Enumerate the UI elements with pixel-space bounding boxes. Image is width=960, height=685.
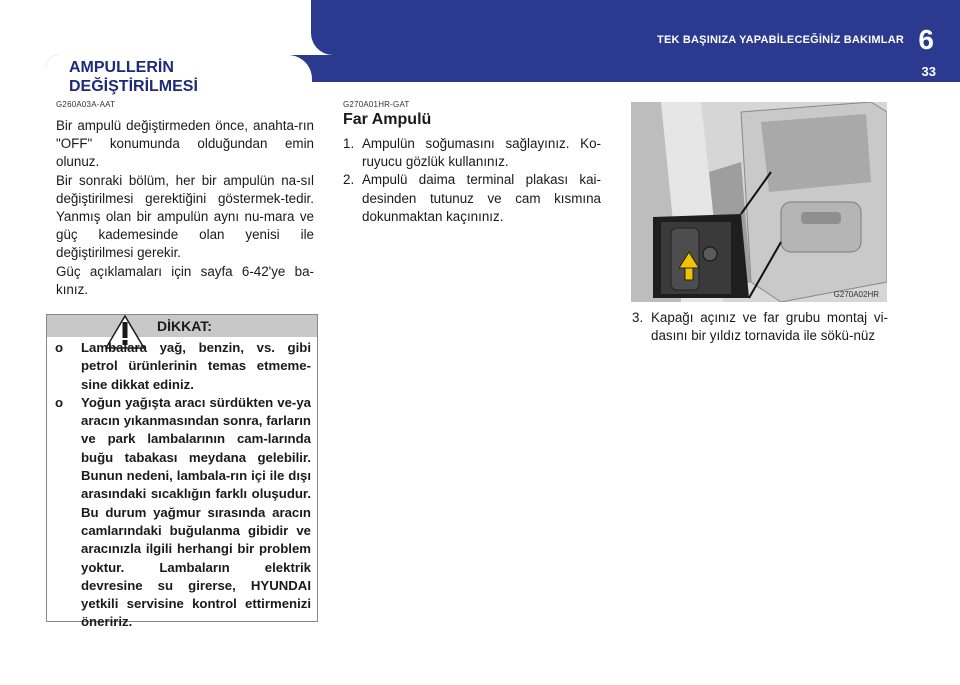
step-number: 3. bbox=[632, 310, 644, 325]
section-title-line1: AMPULLERİN bbox=[69, 59, 174, 76]
warning-item bbox=[55, 394, 311, 632]
warning-title: DİKKAT: bbox=[157, 318, 212, 334]
door-photo bbox=[631, 102, 887, 302]
headlamp-code: G270A01HR-GAT bbox=[343, 100, 410, 109]
photo-steps bbox=[632, 309, 888, 345]
warning-item bbox=[55, 339, 311, 394]
intro-paragraph: Bir sonraki bölüm, her bir ampulün na-sıl değiştirilmesi gerektiğini göstermek-tedir. Yanmış olan bir ampulün aynı nu-mara ve güç kademesinde olan yenisi ile değiştirilmesi gerekir. bbox=[56, 172, 314, 261]
headlamp-heading: Far Ampulü bbox=[343, 111, 432, 128]
car-door-illustration bbox=[631, 102, 887, 302]
chapter-number: 6 bbox=[918, 24, 934, 55]
step-item bbox=[343, 171, 601, 226]
warning-list bbox=[55, 339, 311, 632]
intro-paragraph: Güç açıklamaları için sayfa 6-42'ye ba-kınız. bbox=[56, 263, 314, 297]
warning-box bbox=[46, 314, 318, 630]
step-3 bbox=[632, 309, 888, 345]
step-text: Ampulün soğumasını sağlayınız. Ko-ruyucu gözlük kullanınız. bbox=[362, 136, 601, 170]
warning-item-text: Lambalara yağ, benzin, vs. gibi petrol ürünlerinin temas etmeme-sine dikkat ediniz. bbox=[81, 340, 311, 392]
step-item bbox=[343, 135, 601, 171]
page-number: 33 bbox=[921, 64, 936, 79]
warning-item-text: Yoğun yağışta aracı sürdükten ve-ya aracın yıkanmasından sonra, farların ve park lambalarının cam-larında buğu tabakası meydana gelebilir. Bunun nedeni, lambala-rın içi ile dışı arasındaki sıcaklığın farklı oluşudur. Bu durum yağmur sırasında aracın camlarındaki buğulanma gibidir ve aracınızla ilgili herhangi bir problem yoktur. Lambaların elektrik devresine su girerse, HYUNDAI yetkili servisine kontrol ettirmenizi öneririz. bbox=[81, 394, 311, 630]
step-number: 1. bbox=[343, 136, 355, 151]
running-title: TEK BAŞINIZA YAPABİLECEĞİNİZ BAKIMLAR bbox=[657, 34, 904, 46]
section-title bbox=[69, 58, 198, 96]
step-text: Kapağı açınız ve far grubu montaj vi-dasını bir yıldız tornavida ile sökü-nüz bbox=[651, 310, 888, 344]
step-number: 2. bbox=[343, 172, 355, 188]
header-top-strip bbox=[311, 0, 960, 55]
intro-column bbox=[56, 100, 314, 299]
photo-code: G270A02HR bbox=[833, 290, 879, 299]
step-item bbox=[632, 309, 888, 345]
warning-bullet: o bbox=[55, 340, 64, 355]
headlamp-column bbox=[343, 100, 601, 226]
header-band bbox=[311, 55, 960, 82]
page-header bbox=[0, 0, 960, 95]
intro-paragraph: Bir ampulü değiştirmeden önce, anahta-rın "OFF" konumunda olduğundan emin olunuz. bbox=[56, 118, 314, 170]
warning-bullet: o bbox=[55, 394, 64, 410]
section-title-line2: DEĞİŞTİRİLMESİ bbox=[69, 78, 198, 95]
intro-code: G260A03A-AAT bbox=[56, 100, 116, 109]
step-text: Ampulü daima terminal plakası kai-desinden tutunuz ve cam kısmına dokunmaktan kaçınınız. bbox=[362, 172, 601, 224]
headlamp-steps bbox=[343, 135, 601, 226]
